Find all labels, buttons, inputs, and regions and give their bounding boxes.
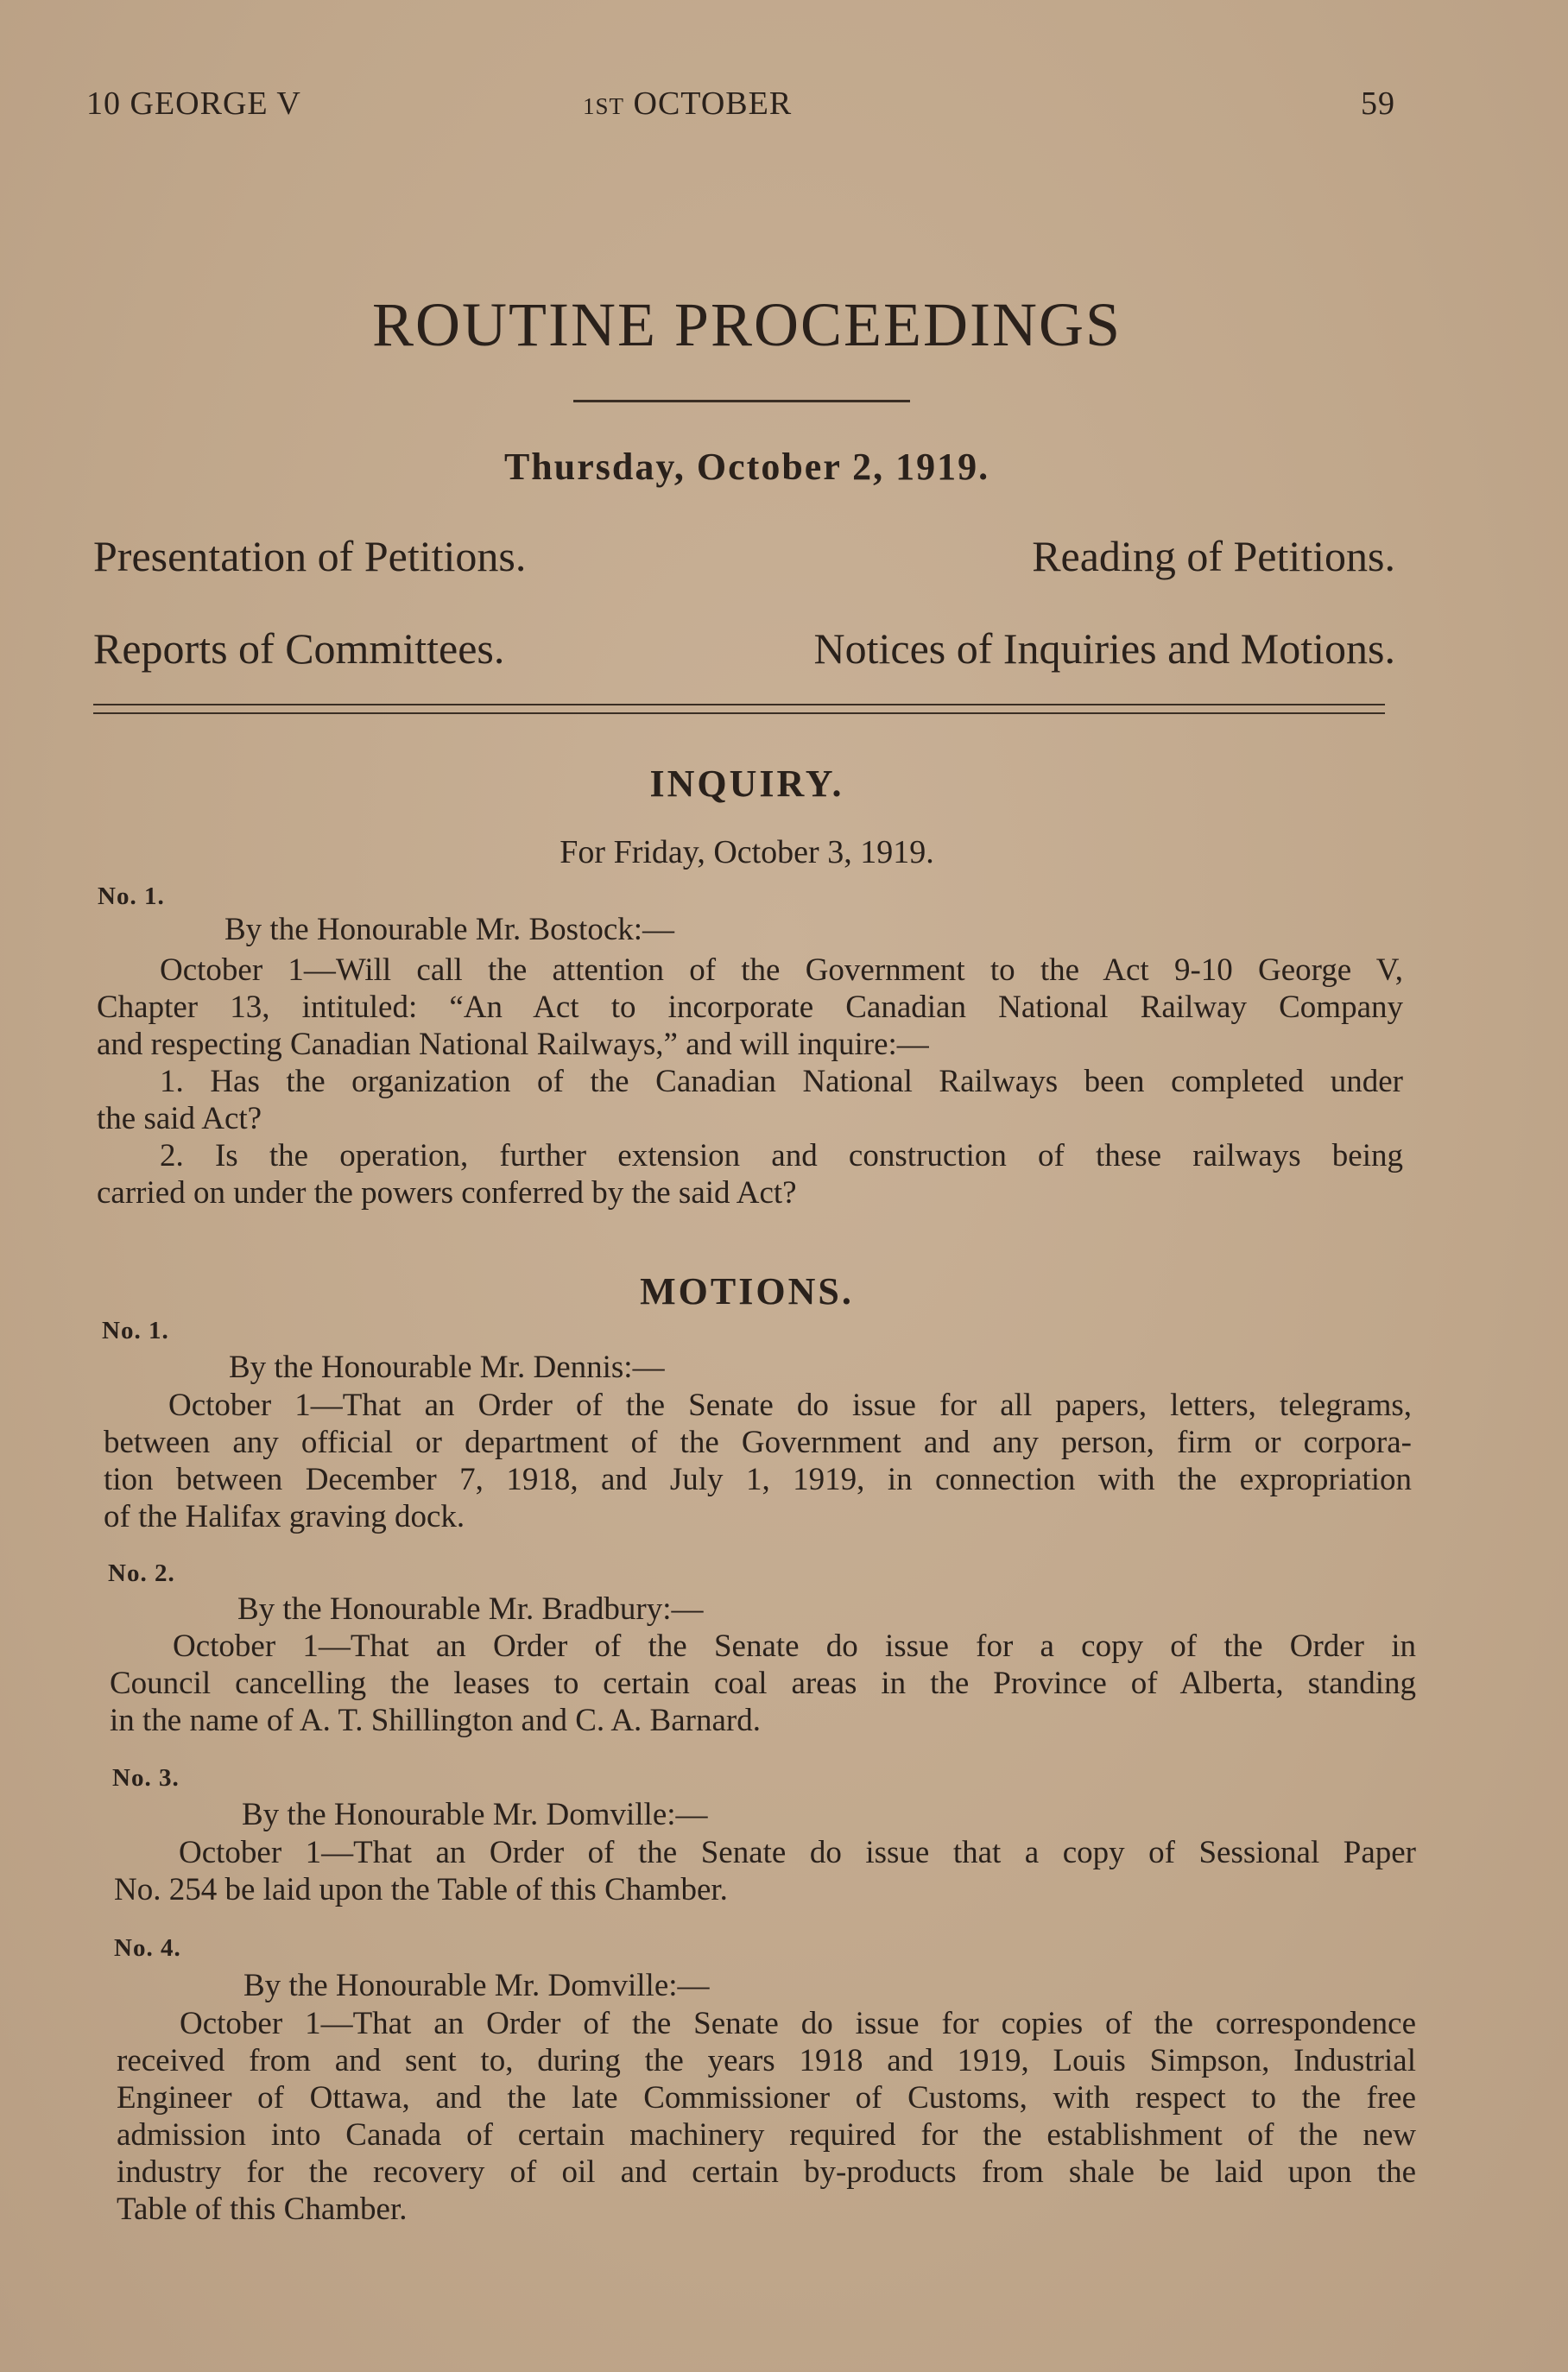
inquiry-line: Chapter 13, intituled: “An Act to incorporate Canadian National Railway Company bbox=[97, 990, 1403, 1025]
inquiry-line: 1. Has the organization of the Canadian National Railways been completed under bbox=[160, 1064, 1403, 1099]
presentation-of-petitions: Presentation of Petitions. bbox=[93, 532, 527, 580]
inquiry-line: the said Act? bbox=[97, 1101, 262, 1136]
inquiry-number: No. 1. bbox=[98, 882, 165, 910]
motion-line: industry for the recovery of oil and certain by-products from shale be laid upon the bbox=[117, 2154, 1416, 2190]
motion-line: admission into Canada of certain machinery required for the establishment of the new bbox=[117, 2117, 1416, 2153]
motion-mover: By the Honourable Mr. Domville:— bbox=[242, 1797, 708, 1832]
motion-line: October 1—That an Order of the Senate do issue for a copy of the Order in bbox=[173, 1629, 1416, 1664]
motion-line: in the name of A. T. Shillington and C. A. Barnard. bbox=[110, 1703, 761, 1738]
motion-mover: By the Honourable Mr. Bradbury:— bbox=[237, 1591, 704, 1627]
motion-line: Council cancelling the leases to certain coal areas in the Province of Alberta, standing bbox=[110, 1666, 1416, 1701]
inquiry-line: carried on under the powers conferred by the said Act? bbox=[97, 1175, 797, 1211]
motion-mover: By the Honourable Mr. Domville:— bbox=[243, 1968, 710, 2003]
inquiry-heading: INQUIRY. bbox=[649, 762, 844, 805]
title-rule bbox=[573, 400, 910, 402]
inquiry-mover: By the Honourable Mr. Bostock:— bbox=[224, 912, 675, 947]
motion-line: received from and sent to, during the years 1918 and 1919, Louis Simpson, Industrial bbox=[117, 2043, 1416, 2078]
motion-number: No. 1. bbox=[102, 1317, 169, 1344]
inquiry-line: and respecting Canadian National Railways,” and will inquire:— bbox=[97, 1027, 929, 1062]
running-date-ordinal: 1ST bbox=[583, 93, 625, 119]
motions-heading: MOTIONS. bbox=[640, 1270, 854, 1313]
inquiry-subheading: For Friday, October 3, 1919. bbox=[560, 834, 934, 870]
motion-number: No. 2. bbox=[108, 1559, 175, 1587]
reports-of-committees: Reports of Committees. bbox=[93, 624, 505, 673]
inquiry-line: October 1—Will call the attention of the Government to the Act 9-10 George V, bbox=[160, 952, 1403, 988]
motion-line: No. 254 be laid upon the Table of this Chamber. bbox=[114, 1872, 728, 1907]
motion-line: October 1—That an Order of the Senate do issue that a copy of Sessional Paper bbox=[179, 1835, 1416, 1870]
motion-number: No. 4. bbox=[114, 1934, 181, 1962]
reading-of-petitions: Reading of Petitions. bbox=[1032, 532, 1395, 580]
page-number: 59 bbox=[1361, 85, 1395, 122]
session-label: 10 GEORGE V bbox=[86, 85, 301, 122]
motion-line: between any official or department of the Government and any person, firm or corpora- bbox=[104, 1425, 1412, 1460]
motion-line: October 1—That an Order of the Senate do issue for copies of the correspondence bbox=[180, 2006, 1416, 2041]
motion-line: of the Halifax graving dock. bbox=[104, 1499, 465, 1534]
motion-number: No. 3. bbox=[112, 1764, 180, 1792]
sitting-date: Thursday, October 2, 1919. bbox=[503, 446, 990, 488]
motion-line: Table of this Chamber. bbox=[117, 2192, 408, 2227]
inquiry-line: 2. Is the operation, further extension and construction of these railways being bbox=[160, 1138, 1403, 1173]
page-title: ROUTINE PROCEEDINGS bbox=[371, 290, 1122, 359]
motion-line: tion between December 7, 1918, and July 1, 1919, in connection with the expropriation bbox=[104, 1462, 1412, 1497]
running-date-month: OCTOBER bbox=[633, 85, 793, 122]
running-head bbox=[86, 85, 1395, 128]
double-rule-divider bbox=[93, 704, 1385, 714]
motion-line: Engineer of Ottawa, and the late Commissioner of Customs, with respect to the free bbox=[117, 2080, 1416, 2116]
running-date bbox=[583, 85, 792, 123]
motion-mover: By the Honourable Mr. Dennis:— bbox=[229, 1350, 665, 1385]
motion-line: October 1—That an Order of the Senate do issue for all papers, letters, telegrams, bbox=[168, 1388, 1412, 1423]
notices-of-inquiries-and-motions: Notices of Inquiries and Motions. bbox=[813, 624, 1395, 673]
